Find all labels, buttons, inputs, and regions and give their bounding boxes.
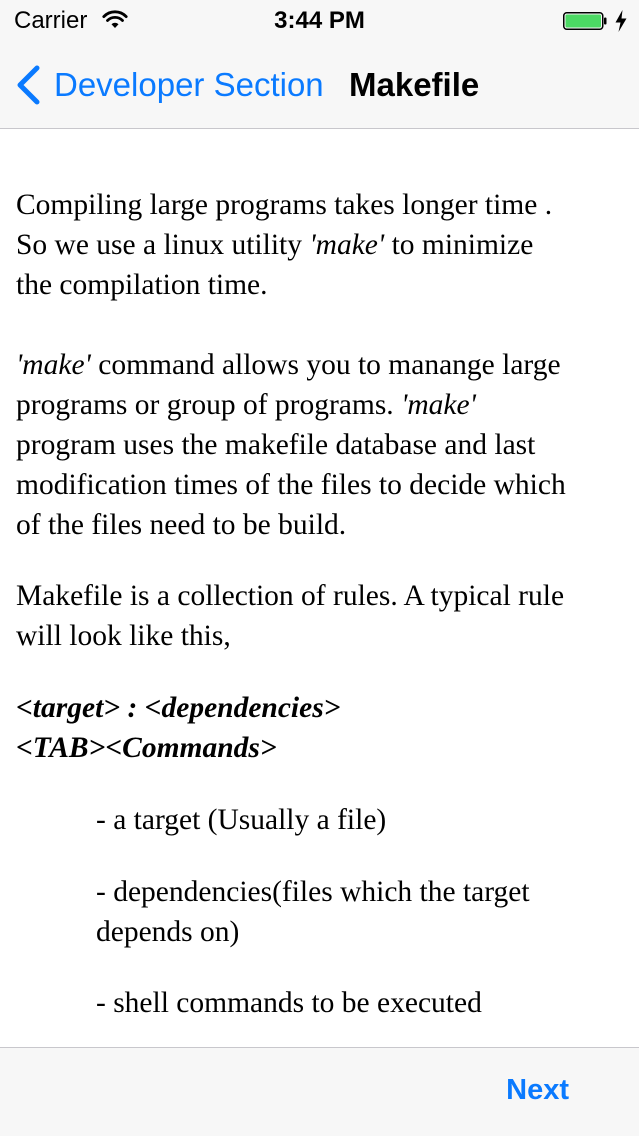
next-button[interactable]: Next [506, 1074, 569, 1106]
text-line: programs or group of programs. 'make' [16, 389, 476, 421]
page-title: Makefile [349, 66, 480, 103]
paragraph-makefile-rules [16, 576, 626, 656]
battery-icon [563, 12, 607, 30]
bottom-toolbar [0, 1047, 639, 1136]
charging-bolt-icon [614, 10, 628, 32]
make-term: 'make' [401, 389, 476, 421]
article-content [0, 129, 639, 1047]
paragraph-make-command [16, 345, 626, 545]
text-line: program uses the makefile database and last [16, 429, 536, 461]
text-line: depends on) [96, 916, 240, 948]
bullet-dependencies [96, 872, 639, 952]
text-line: - a target (Usually a file) [96, 804, 387, 836]
back-button-label: Developer Section [54, 66, 324, 103]
back-button[interactable] [14, 60, 324, 110]
text-line: of the files need to be build. [16, 509, 347, 541]
rule-syntax [16, 688, 626, 768]
text-line: - shell commands to be executed [96, 987, 482, 1019]
text-line: So we use a linux utility 'make' to minimize [16, 229, 534, 261]
make-term: 'make' [309, 229, 385, 261]
clock: 3:44 PM [274, 7, 365, 34]
text-line: 'make' command allows you to manange large [16, 349, 561, 381]
text-line: <TAB><Commands> [16, 732, 277, 764]
carrier-label: Carrier [14, 7, 88, 34]
text-line: - dependencies(files which the target [96, 876, 530, 908]
navigation-bar [0, 40, 639, 129]
chevron-left-icon [14, 65, 42, 105]
text-line: Makefile is a collection of rules. A typical rule [16, 580, 565, 612]
paragraph-intro [16, 185, 626, 305]
bullet-commands [96, 983, 639, 1023]
make-term: 'make' [16, 349, 91, 381]
text-line: will look like this, [16, 620, 231, 652]
text-line: Compiling large programs takes longer time . [16, 189, 553, 221]
text-line: the compilation time. [16, 269, 268, 301]
status-bar [0, 0, 639, 40]
text-line: <target> : <dependencies> [16, 692, 341, 724]
text-line: modification times of the files to decide which [16, 469, 566, 501]
bullet-target [96, 800, 639, 840]
